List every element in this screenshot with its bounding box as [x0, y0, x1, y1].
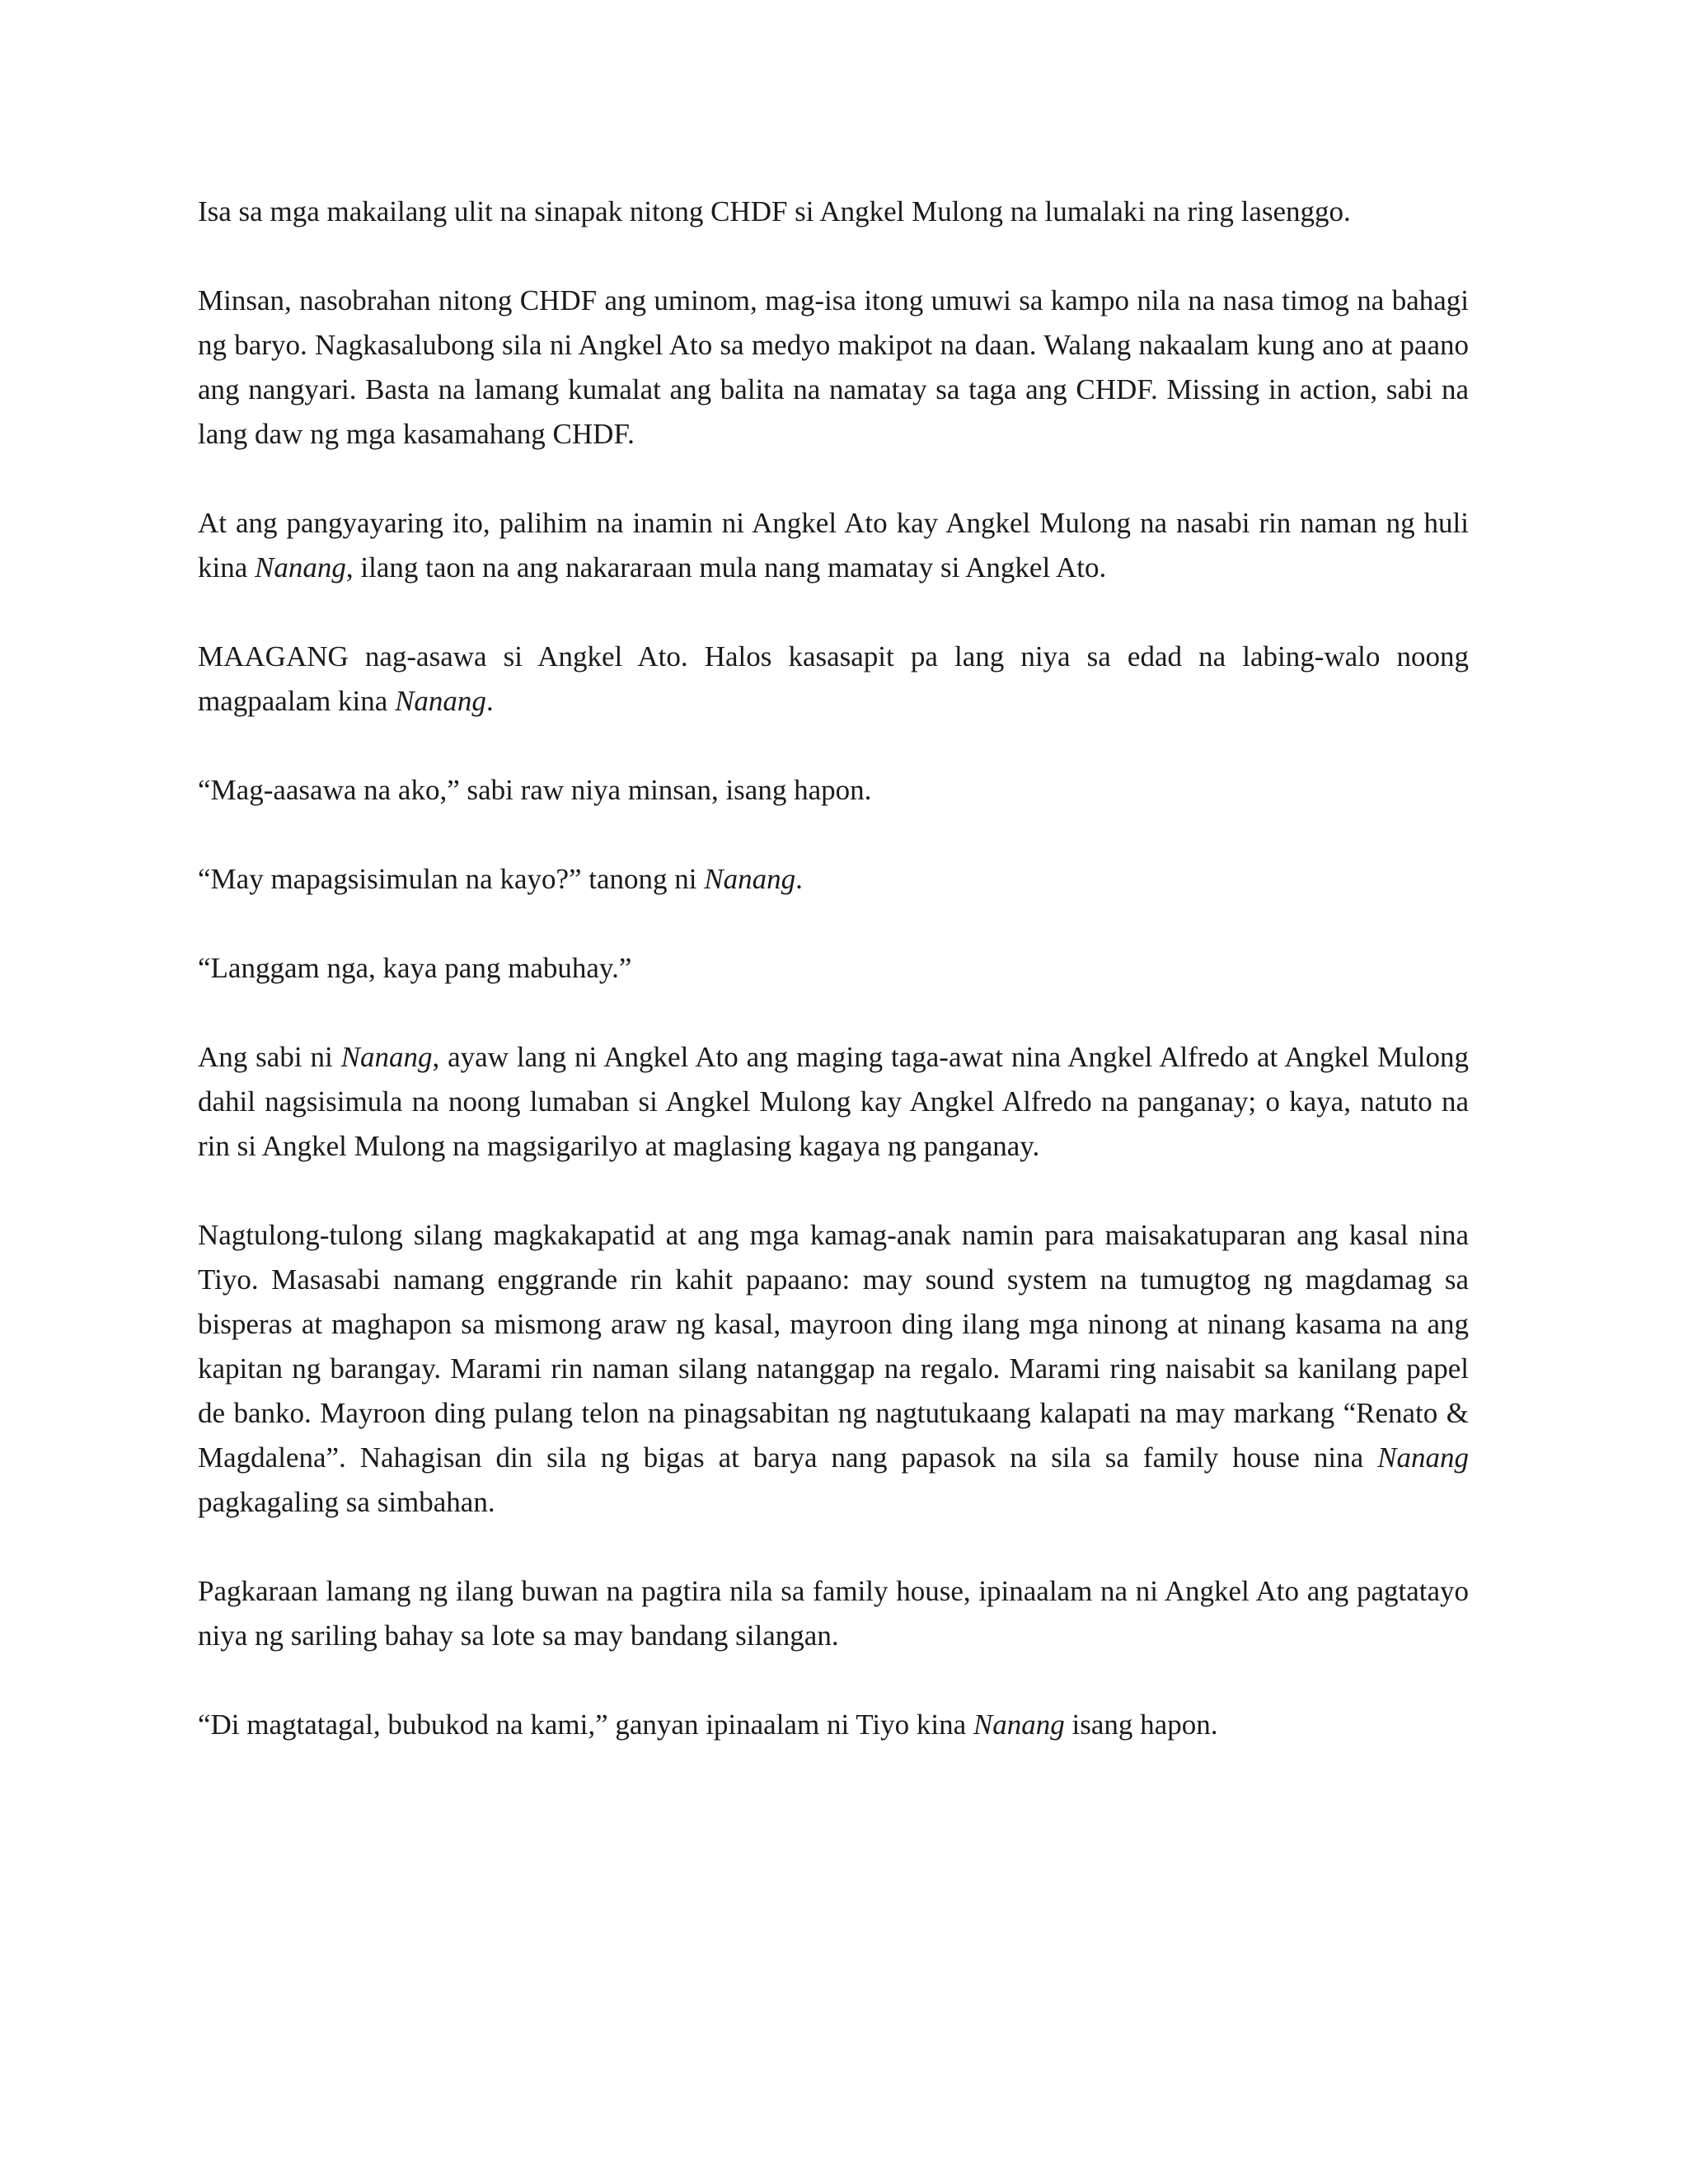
- paragraph-text: .: [485, 685, 494, 717]
- dialogue-text: “Langgam nga, kaya pang mabuhay.”: [198, 952, 632, 984]
- paragraph-text: .: [795, 863, 803, 895]
- paragraph-text: MAAGANG nag-asawa si Angkel Ato. Halos kasasapit pa lang niya sa edad na labing-walo noong magpaalam kina: [198, 640, 1469, 717]
- dialogue-text: “Mag-aasawa na ako,” sabi raw niya minsan, isang hapon.: [198, 774, 872, 806]
- paragraph-text: , ayaw lang ni Angkel Ato ang maging taga-awat nina Angkel Alfredo at Angkel Mulong dahil nagsisimula na noong lumaban si Angkel Mulong kay Angkel Alfredo na panganay; o kaya, natuto na rin si Angkel Mulong na magsigarilyo at maglasing kagaya ng panganay.: [198, 1041, 1469, 1162]
- italic-name: Nanang: [255, 551, 346, 583]
- paragraph-text: Ang sabi ni: [198, 1041, 341, 1073]
- paragraph-text: Nagtulong-tulong silang magkakapatid at ang mga kamag-anak namin para maisakatuparan ang kasal nina Tiyo. Masasabi namang enggrande rin kahit papaano: may sound system na tumugtog ng magdamag sa bisperas at maghapon sa mismong araw ng kasal, mayroon ding ilang mga ninong at ninang kasama na ang kapitan ng barangay. Marami rin naman silang natanggap na regalo. Marami ring naisabit sa kanilang papel de banko. Mayroon ding pulang telon na pinagsabitan ng nagtutukaang kalapati na may markang “Renato & Magdalena”. Nahagisan din sila ng bigas at barya nang papasok na sila sa family house nina: [198, 1219, 1469, 1474]
- italic-name: Nanang: [340, 1041, 433, 1073]
- paragraph-10: [198, 1569, 1469, 1658]
- paragraph-6: [198, 857, 1469, 902]
- italic-name: Nanang: [1377, 1441, 1469, 1474]
- paragraph-9: [198, 1213, 1469, 1525]
- paragraph-text: isang hapon.: [1064, 1708, 1218, 1741]
- paragraph-5: [198, 768, 1469, 813]
- dialogue-text: “May mapagsisimulan na kayo?” tanong ni: [198, 863, 705, 895]
- paragraph-text: , ilang taon na ang nakararaan mula nang mamatay si Angkel Ato.: [345, 551, 1107, 583]
- paragraph-4: [198, 635, 1469, 724]
- paragraph-text: Minsan, nasobrahan nitong CHDF ang uminom, mag-isa itong umuwi sa kampo nila na nasa timog na bahagi ng baryo. Nagkasalubong sila ni Angkel Ato sa medyo makipot na daan. Walang nakaalam kung ano at paano ang nangyari. Basta na lamang kumalat ang balita na namatay sa taga ang CHDF. Missing in action, sabi na lang daw ng mga kasamahang CHDF.: [198, 284, 1469, 450]
- italic-name: Nanang: [973, 1708, 1065, 1741]
- paragraph-1: [198, 190, 1469, 234]
- paragraph-text: Pagkaraan lamang ng ilang buwan na pagtira nila sa family house, ipinaalam na ni Angkel Ato ang pagtatayo niya ng sariling bahay sa lote sa may bandang silangan.: [198, 1575, 1469, 1652]
- paragraph-8: [198, 1035, 1469, 1169]
- italic-name: Nanang: [704, 863, 796, 895]
- paragraph-7: [198, 946, 1469, 991]
- document-page: [198, 190, 1469, 1747]
- paragraph-3: [198, 501, 1469, 590]
- dialogue-text: “Di magtatagal, bubukod na kami,” ganyan ipinaalam ni Tiyo kina: [198, 1708, 973, 1741]
- italic-name: Nanang: [395, 685, 486, 717]
- paragraph-text: pagkagaling sa simbahan.: [198, 1486, 495, 1518]
- paragraph-text: Isa sa mga makailang ulit na sinapak nitong CHDF si Angkel Mulong na lumalaki na ring lasenggo.: [198, 195, 1351, 227]
- paragraph-text: At ang pangyayaring ito, palihim na inamin ni Angkel Ato kay Angkel Mulong na nasabi rin naman ng huli kina: [198, 507, 1469, 583]
- paragraph-11: [198, 1703, 1469, 1747]
- paragraph-2: [198, 279, 1469, 457]
